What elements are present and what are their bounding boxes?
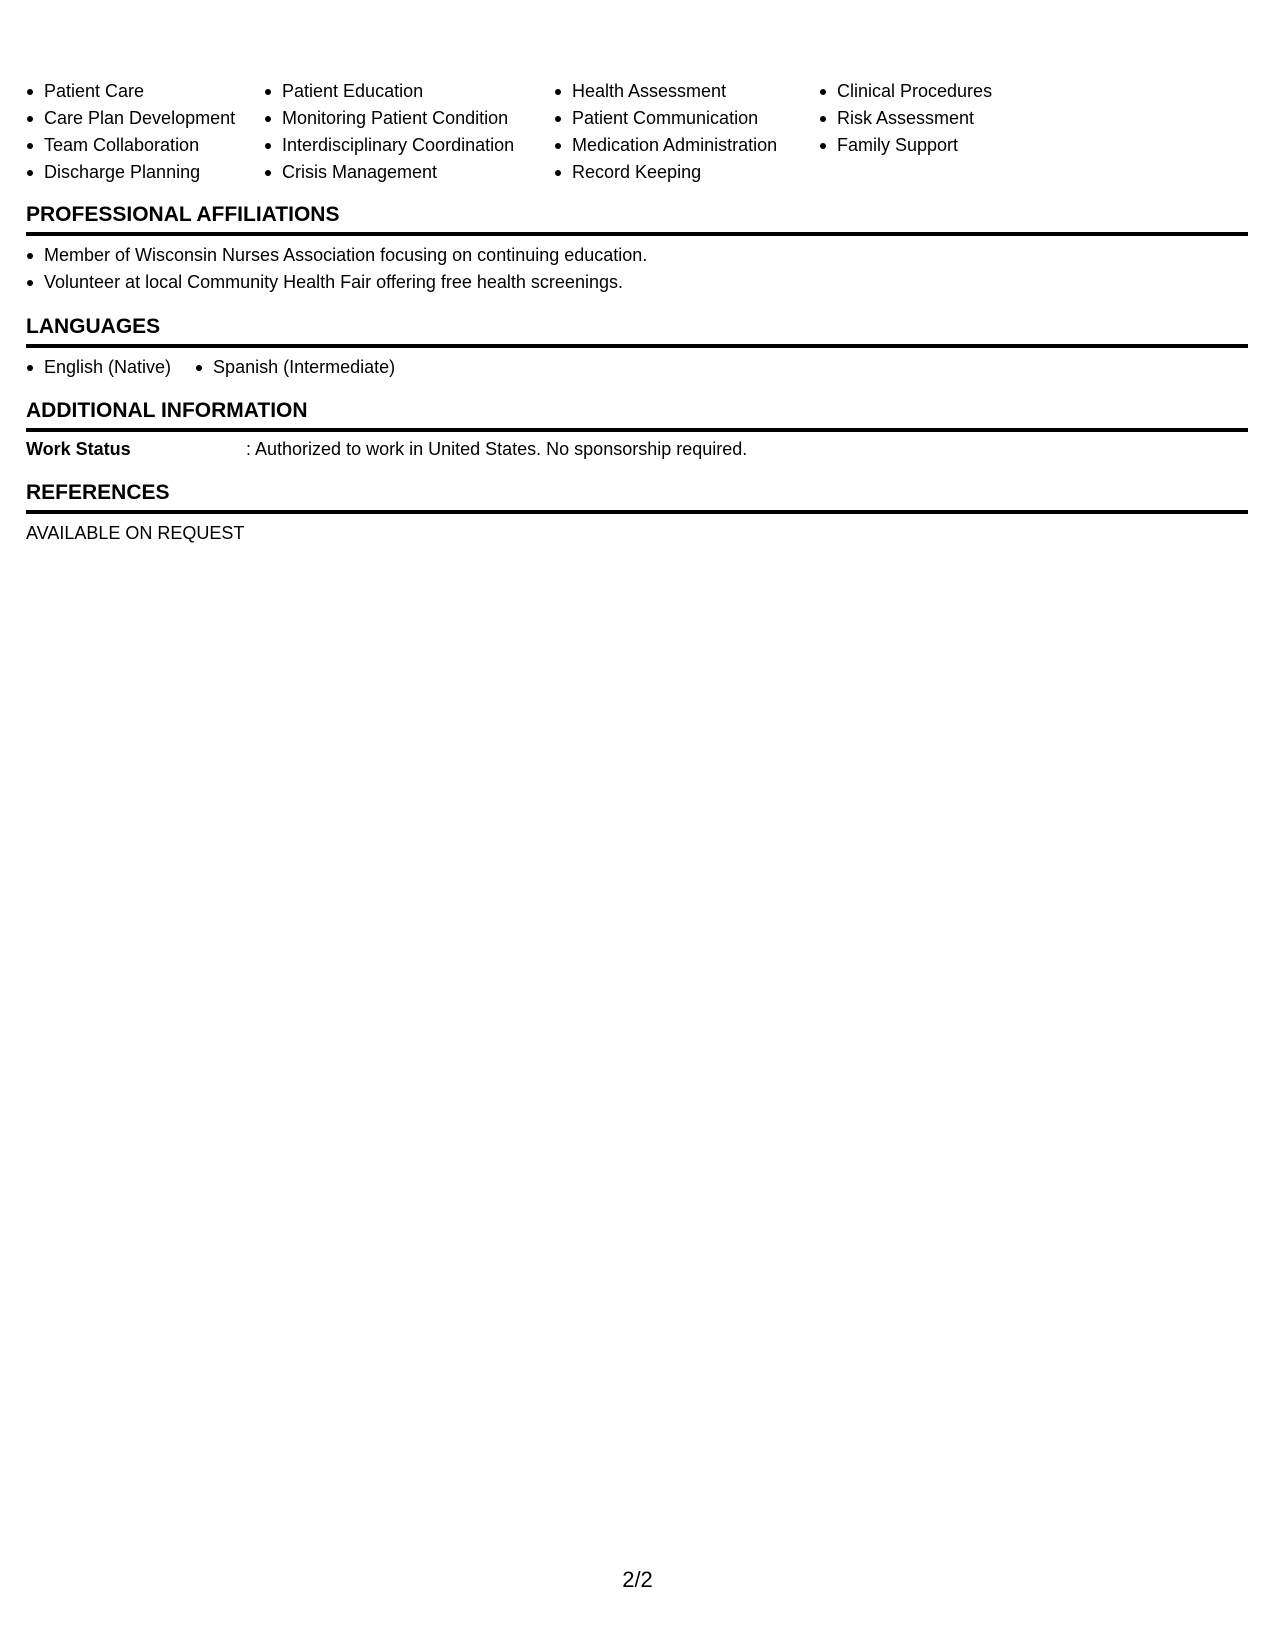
section-languages [26,314,1248,381]
section-title: LANGUAGES [26,314,1248,348]
affiliations-list [26,236,1248,296]
skill-item: Risk Assessment [819,105,1079,132]
work-status-value: : Authorized to work in United States. No sponsorship required. [246,439,748,459]
skills-column [264,78,554,186]
skill-item: Medication Administration [554,132,819,159]
skill-item: Team Collaboration [26,132,264,159]
skill-item: Patient Education [264,78,554,105]
affiliation-item: Volunteer at local Community Health Fair offering free health screenings. [26,269,1248,296]
skill-item: Family Support [819,132,1079,159]
skill-item: Care Plan Development [26,105,264,132]
skills-column [554,78,819,186]
skill-item: Interdisciplinary Coordination [264,132,554,159]
languages-list [26,348,1248,381]
work-status-label: Work Status [26,439,131,459]
skill-item: Clinical Procedures [819,78,1079,105]
skill-item: Discharge Planning [26,159,264,186]
work-status-row [26,432,1248,462]
section-title: REFERENCES [26,480,1248,514]
skill-item: Record Keeping [554,159,819,186]
skills-column [26,78,264,186]
page-number: 2/2 [622,1567,653,1592]
section-additional-information [26,398,1248,462]
skills-column [819,78,1079,186]
skill-item: Patient Care [26,78,264,105]
references-text: AVAILABLE ON REQUEST [26,523,245,543]
skill-item: Monitoring Patient Condition [264,105,554,132]
language-item: Spanish (Intermediate) [195,354,395,381]
skill-item: Crisis Management [264,159,554,186]
skill-item: Health Assessment [554,78,819,105]
section-title: PROFESSIONAL AFFILIATIONS [26,202,1248,236]
affiliation-item: Member of Wisconsin Nurses Association focusing on continuing education. [26,242,1248,269]
skill-item: Patient Communication [554,105,819,132]
section-references [26,480,1248,546]
skills-grid [26,78,1079,186]
section-professional-affiliations [26,202,1248,296]
language-item: English (Native) [26,354,171,381]
section-title: ADDITIONAL INFORMATION [26,398,1248,432]
